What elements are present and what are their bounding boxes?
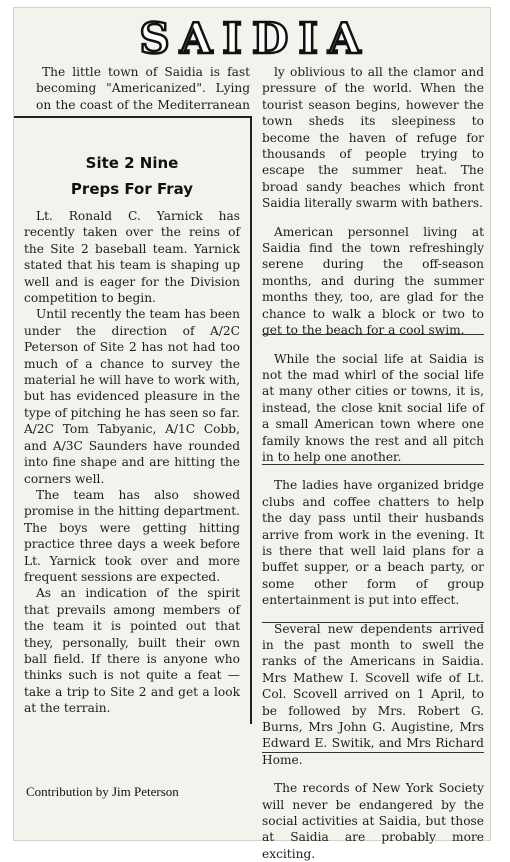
sidebar-headline-line-2: Preps For Fray — [70, 180, 194, 198]
column-rule — [262, 752, 484, 753]
sidebar-paragraph-1: Lt. Ronald C. Yarnick has recently taken over the reins of the Site 2 baseball team. Yarnick stated that his team is shaping up well and is eager for the Division competition to begin. — [24, 209, 240, 306]
right-column — [262, 64, 484, 862]
column-rule — [262, 334, 484, 335]
right-paragraph-2: American personnel living at Saidia find the town refreshingly serene during the off-season months, and during the summer months they, too, are glad for the chance to walk a block or two to get to the beach for a cool swim. — [262, 224, 484, 338]
contribution-credit: Contribution by Jim Peterson — [26, 784, 179, 799]
sidebar-paragraph-2: Until recently the team has been under the direction of A/2C Peterson of Site 2 has not had too much of a chance to survey the material he will have to work with, but has evidenced pleasure in the type of pitching he has seen so far. A/2C Tom Tabyanic, A/1C Cobb, and A/3C Saunders have rounded into fine shape and are hitting the corners well. — [24, 307, 240, 486]
masthead-title: SAIDIA — [139, 14, 371, 63]
sidebar-headline-line-1: Site 2 Nine — [85, 154, 179, 172]
column-rule — [262, 464, 484, 465]
sidebar-paragraph-4: As an indication of the spirit that prevails among members of the team it is pointed out that they, personally, built their own ball field. If there is anyone who thinks such is not quite a feat — take a trip to Site 2 and get a look at the terrain. — [24, 586, 240, 716]
right-paragraph-4: The ladies have organized bridge clubs and coffee chatters to help the day pass until their husbands arrive from work in the evening. It is there that well laid plans for a buffet supper, or a beach party, or some other form of group entertainment is put into effect. — [262, 478, 484, 608]
sidebar-headline — [14, 150, 250, 202]
sidebar-paragraph-3: The team has also showed promise in the hitting department. The boys were getting hitting practice three days a week before Lt. Yarnick took over and more frequent sessions are expected. — [24, 487, 240, 584]
right-paragraph-5: Several new dependents arrived in the past month to swell the ranks of the Americans in Saidia. Mrs Mathew I. Scovell wife of Lt. Col. Scovell arrived on 1 April, to be followed by Mrs. Robert G. Burns, Mrs John G. Augistine, Mrs Edward E. Switik, and Mrs Richard Home. — [262, 621, 484, 767]
right-paragraph-1: ly oblivious to all the clamor and pressure of the world. When the tourist season begins, however the town sheds its sleepiness to become the haven of refuge for thousands of people trying to escape the summer heat. The broad sandy beaches which front Saidia literally swarm with bathers. — [262, 65, 484, 211]
intro-paragraph: The little town of Saidia is fast becoming "Americanized". Lying on the coast of the Mediterranean — [36, 65, 250, 112]
column-rule — [262, 622, 484, 623]
sidebar-article — [24, 208, 240, 717]
right-paragraph-6: The records of New York Society will never be endangered by the social activities at Saidia, but those at Saidia are probably more exciting. — [262, 781, 484, 861]
right-paragraph-3: While the social life at Saidia is not the mad whirl of the social life at many other cities or towns, it is, instead, the close knit social life of a small American town where one family knows the rest and all pitch in to help one another. — [262, 351, 484, 464]
